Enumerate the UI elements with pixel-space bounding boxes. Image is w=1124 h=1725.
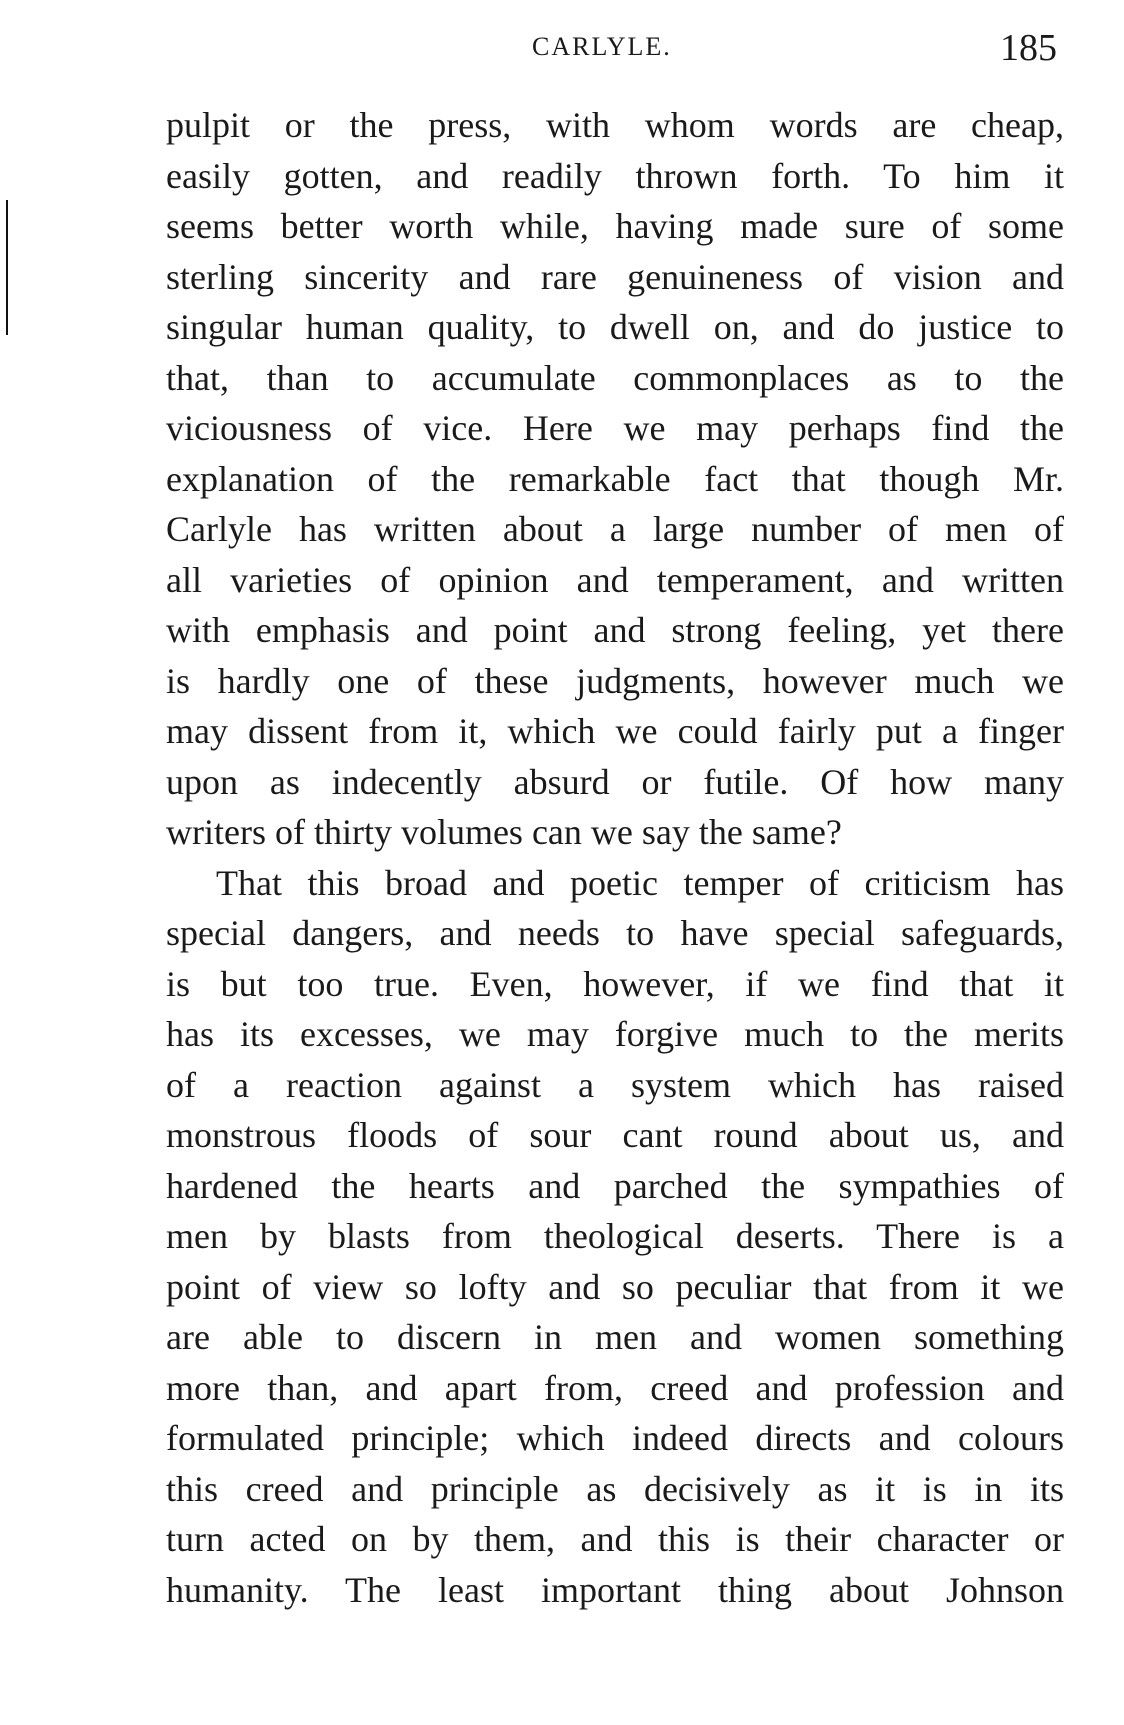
text-line: That this broad and poetic temper of criticism has	[216, 862, 1064, 903]
text-line: explanation of the remarkable fact that though Mr.	[166, 458, 1064, 499]
text-line: are able to discern in men and women something	[166, 1317, 1064, 1357]
body-text	[166, 100, 1064, 1615]
text-line: upon as indecently absurd or futile. Of how many	[166, 761, 1064, 802]
text-line: turn acted on by them, and this is their character or	[166, 1519, 1064, 1559]
text-line: all varieties of opinion and temperament, and written	[166, 559, 1064, 600]
running-head	[0, 24, 1124, 84]
text-line: humanity. The least important thing about Johnson	[166, 1569, 1064, 1610]
text-line: men by blasts from theological deserts. There is a	[166, 1216, 1064, 1256]
margin-rule	[6, 200, 8, 335]
text-line: easily gotten, and readily thrown forth. To him it	[166, 155, 1064, 196]
text-line: pulpit or the press, with whom words are cheap,	[166, 105, 1064, 145]
text-line: point of view so lofty and so peculiar that from it we	[166, 1266, 1064, 1307]
text-line: viciousness of vice. Here we may perhaps find the	[166, 408, 1064, 448]
text-line: more than, and apart from, creed and profession and	[166, 1367, 1064, 1408]
text-line: writers of thirty volumes can we say the same?	[166, 812, 842, 852]
text-line: monstrous floods of sour cant round about us, and	[166, 1115, 1064, 1155]
paragraph	[166, 858, 1064, 1616]
page-number: 185	[1000, 27, 1057, 69]
running-title: CARLYLE.	[532, 32, 672, 61]
text-line: special dangers, and needs to have special safeguards,	[166, 913, 1064, 953]
text-line: sterling sincerity and rare genuineness of vision and	[166, 256, 1064, 297]
text-line: seems better worth while, having made sure of some	[166, 206, 1064, 246]
text-line: with emphasis and point and strong feeling, yet there	[166, 610, 1064, 650]
text-line: is but too true. Even, however, if we find that it	[166, 963, 1064, 1004]
paragraph	[166, 100, 1064, 858]
text-line: this creed and principle as decisively as it is in its	[166, 1468, 1064, 1509]
text-line: Carlyle has written about a large number of men of	[166, 509, 1064, 549]
text-line: that, than to accumulate commonplaces as to the	[166, 357, 1064, 398]
text-line: of a reaction against a system which has raised	[166, 1064, 1064, 1105]
text-line: is hardly one of these judgments, however much we	[166, 660, 1064, 701]
text-line: hardened the hearts and parched the sympathies of	[166, 1165, 1064, 1206]
text-line: formulated principle; which indeed directs and colours	[166, 1418, 1064, 1458]
text-line: may dissent from it, which we could fairly put a finger	[166, 711, 1064, 751]
text-line: has its excesses, we may forgive much to the merits	[166, 1014, 1064, 1054]
text-line: singular human quality, to dwell on, and do justice to	[166, 307, 1064, 347]
